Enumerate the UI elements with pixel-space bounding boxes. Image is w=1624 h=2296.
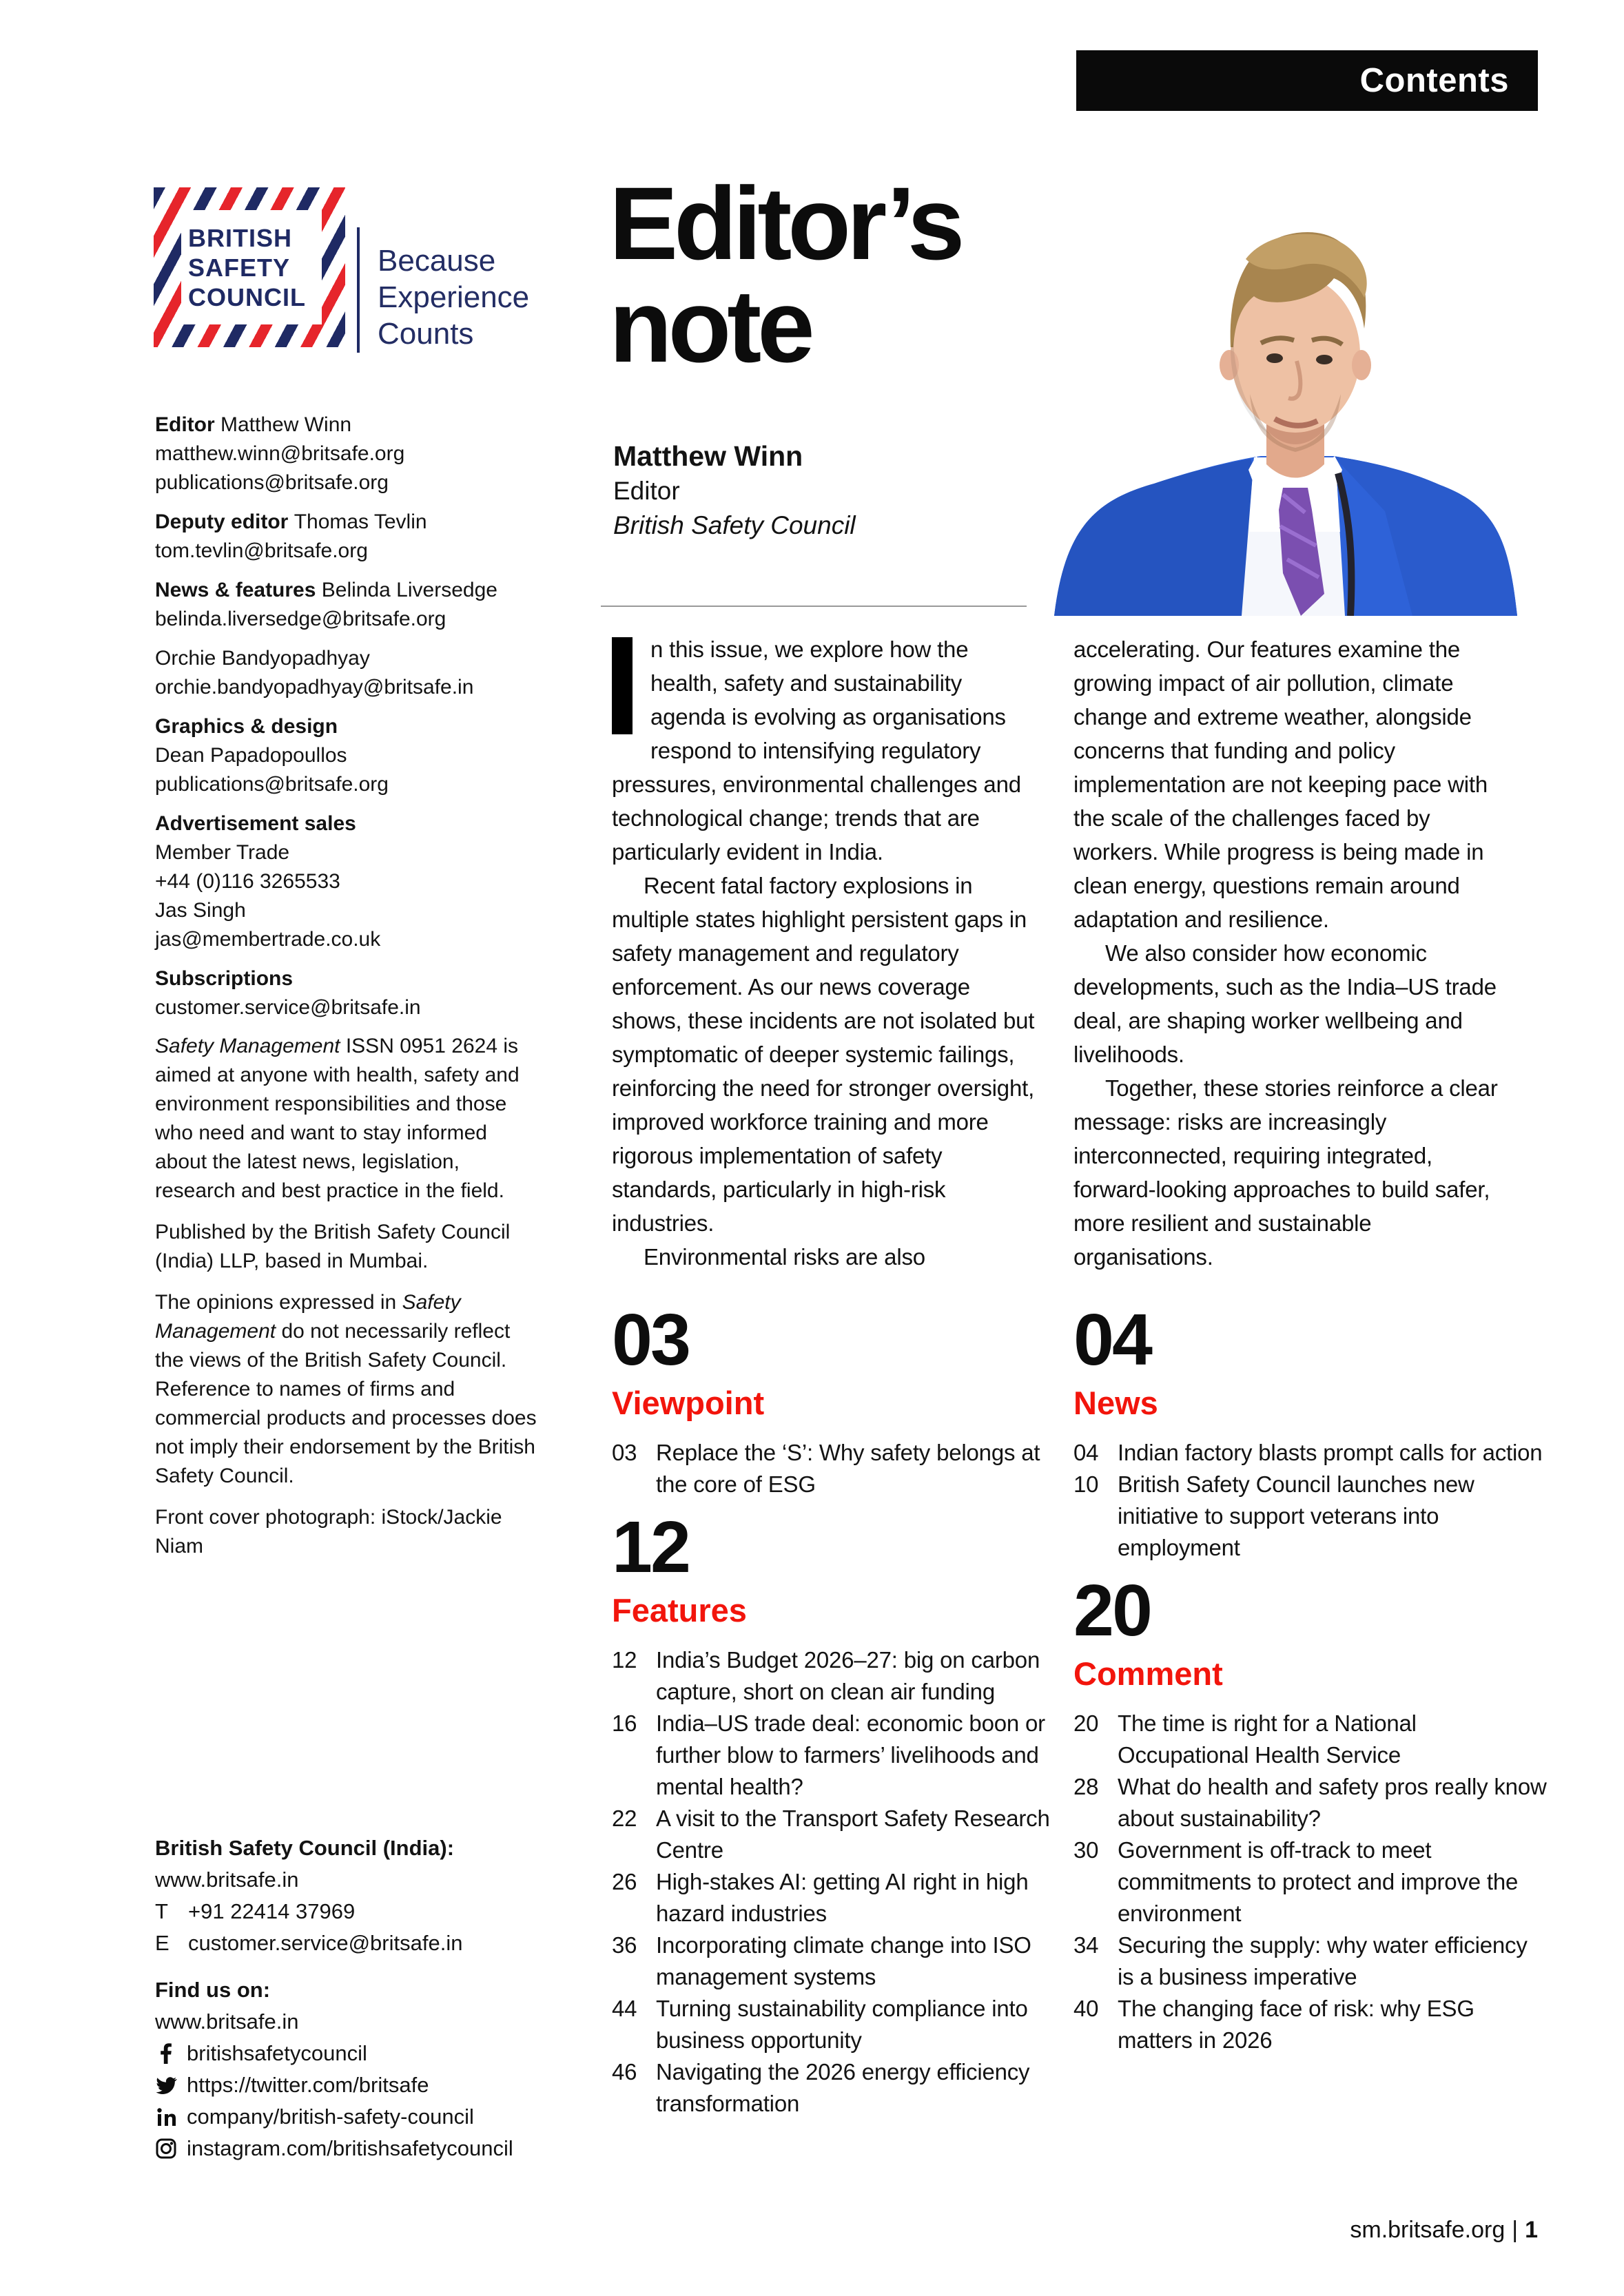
twitter-row[interactable] xyxy=(155,2069,596,2101)
instagram-url[interactable]: instagram.com/britishsafetycouncil xyxy=(187,2136,513,2160)
contact-block xyxy=(155,1832,596,2164)
credit-value: Belinda Liversedge xyxy=(321,579,497,601)
toc-entry-page: 46 xyxy=(612,2059,637,2085)
byline-organisation: British Safety Council xyxy=(613,511,856,539)
credit-value: Orchie Bandyopadhyay xyxy=(155,647,370,670)
credit-value: orchie.bandyopadhyay@britsafe.in xyxy=(155,676,474,699)
tagline-line1: Because xyxy=(378,244,496,278)
credit-role-label: Editor xyxy=(155,413,220,436)
text-segment: Safety Management xyxy=(155,1291,461,1343)
toc-section-features xyxy=(612,1507,1058,2120)
toc-entry-page: 20 xyxy=(1073,1710,1099,1736)
credit-line xyxy=(155,896,551,925)
email-label: E xyxy=(155,1931,169,1955)
email-address[interactable]: customer.service@britsafe.in xyxy=(188,1931,463,1955)
toc-entry-page: 10 xyxy=(1073,1471,1099,1497)
bsc-logo-text xyxy=(181,210,322,324)
masthead-paragraph xyxy=(155,1288,544,1491)
credit-line xyxy=(155,605,551,634)
toc-entry-page: 30 xyxy=(1073,1837,1099,1863)
credit-value: tom.tevlin@britsafe.org xyxy=(155,539,368,562)
toc-entry xyxy=(612,1866,1058,1930)
credit-value: Dean Papadopoullos xyxy=(155,744,347,767)
contents-banner-label: Contents xyxy=(1359,62,1509,99)
toc-entry-title: The changing face of risk: why ESG matters in 2026 xyxy=(1118,1996,1474,2053)
toc-entry-title: Replace the ‘S’: Why safety belongs at the core of ESG xyxy=(656,1440,1040,1497)
credit-value: Jas Singh xyxy=(155,899,246,922)
phone-number: +91 22414 37969 xyxy=(188,1899,356,1923)
paragraph-text: accelerating. Our features examine the growing impact of air pollution, climate change and extreme weather, alongside concerns that funding and policy implementation are not keeping pace with the scale of the challenges faced by workers. While progress is being made in clean energy, questions remain around adaptation and resilience. xyxy=(1073,637,1488,932)
contact-heading: British Safety Council (India): xyxy=(155,1836,455,1860)
credit-line xyxy=(155,809,551,838)
paragraph-text: We also consider how economic developments, such as the India–US trade deal, are shaping worker wellbeing and livelihoods. xyxy=(1073,940,1497,1067)
footer-site-url[interactable]: sm.britsafe.org xyxy=(1350,2217,1505,2243)
facebook-handle[interactable]: britishsafetycouncil xyxy=(187,2041,367,2065)
toc-entry-title: British Safety Council launches new initiative to support veterans into employment xyxy=(1118,1471,1474,1560)
credit-line xyxy=(155,576,551,605)
toc-entry-title: The time is right for a National Occupational Health Service xyxy=(1118,1710,1417,1768)
toc-entry xyxy=(1073,1771,1549,1834)
toc-entry xyxy=(612,1993,1058,2056)
editor-portrait-illustration xyxy=(1027,187,1538,616)
footer-page-number: 1 xyxy=(1525,2217,1538,2243)
editor-photo xyxy=(1027,187,1538,616)
credit-line xyxy=(155,644,551,673)
toc-entry-page: 34 xyxy=(1073,1932,1099,1958)
toc-entry-page: 40 xyxy=(1073,1996,1099,2021)
toc-entry-page: 16 xyxy=(612,1710,637,1736)
toc-entry xyxy=(1073,1437,1549,1469)
masthead-paragraph xyxy=(155,1032,544,1206)
toc-entry-title: Government is off-track to meet commitments to protect and improve the environment xyxy=(1118,1837,1519,1926)
logo-tagline-divider xyxy=(357,227,360,353)
credit-value: publications@britsafe.org xyxy=(155,471,389,494)
bsc-logo-line3: COUNCIL xyxy=(188,282,306,311)
phone-label: T xyxy=(155,1899,168,1923)
twitter-icon xyxy=(155,2074,187,2096)
text-segment: The opinions expressed in xyxy=(155,1291,402,1314)
editor-note-column-1 xyxy=(612,632,1035,1274)
toc-page-number: 04 xyxy=(1073,1299,1151,1380)
toc-entry-page: 36 xyxy=(612,1932,637,1958)
toc-section-news xyxy=(1073,1299,1549,1564)
editor-note-paragraph xyxy=(1073,632,1506,936)
toc-entry-page: 44 xyxy=(612,1996,637,2021)
credit-line xyxy=(155,770,551,799)
toc-section-comment xyxy=(1073,1570,1549,2056)
instagram-icon xyxy=(155,2138,187,2160)
credit-line xyxy=(155,439,551,468)
toc-entry xyxy=(612,1930,1058,1993)
credit-value: +44 (0)116 3265533 xyxy=(155,870,340,893)
toc-entry xyxy=(1073,1930,1549,1993)
toc-entry xyxy=(612,1803,1058,1866)
drop-cap xyxy=(612,637,633,734)
toc-page-number: 12 xyxy=(612,1507,689,1588)
toc-entry-title: India’s Budget 2026–27: big on carbon capture, short on clean air funding xyxy=(656,1647,1040,1704)
credit-value: customer.service@britsafe.in xyxy=(155,996,421,1019)
find-us-website[interactable]: www.britsafe.in xyxy=(155,2009,299,2034)
contact-phone-row xyxy=(155,1896,596,1927)
credit-line xyxy=(155,741,551,770)
bsc-logo-line1: BRITISH xyxy=(188,223,292,252)
footer-divider: | xyxy=(1512,2217,1519,2243)
text-segment: do not necessarily reflect the views of the British Safety Council. Reference to names of firms and commercial products and processes does not imply their endorsement by the British Safety Council. xyxy=(155,1320,537,1487)
paragraph-text: Recent fatal factory explosions in multiple states highlight persistent gaps in safety management and regulatory enforcement. As our news coverage shows, these incidents are not isolated but symptomatic of deeper systemic failings, reinforcing the need for stronger oversight, improved workforce training and more rigorous implementation of safety standards, particularly in high-risk industries. xyxy=(612,873,1035,1236)
toc-page-number: 03 xyxy=(612,1299,689,1380)
toc-entry-page: 03 xyxy=(612,1440,637,1465)
toc-section-label: Viewpoint xyxy=(612,1385,765,1421)
credit-line xyxy=(155,925,551,954)
logo-tagline xyxy=(378,242,529,352)
credit-value: belinda.liversedge@britsafe.org xyxy=(155,608,446,630)
masthead-paragraph xyxy=(155,1503,544,1561)
credit-role-label: Deputy editor xyxy=(155,510,294,533)
editor-note-paragraph xyxy=(612,632,1035,869)
toc-entry xyxy=(612,2056,1058,2120)
editor-note-paragraph xyxy=(1073,1071,1506,1274)
find-us-heading: Find us on: xyxy=(155,1978,271,2002)
credit-role-label: Advertisement sales xyxy=(155,812,356,835)
credit-role-label: Graphics & design xyxy=(155,715,338,738)
editor-note-column-2 xyxy=(1073,632,1506,1274)
credit-value: publications@britsafe.org xyxy=(155,773,389,796)
toc-entry xyxy=(1073,1834,1549,1930)
credit-line xyxy=(155,712,551,741)
masthead-credits xyxy=(155,411,551,1022)
paragraph-text: Environmental risks are also xyxy=(644,1244,925,1270)
toc-entry-title: Securing the supply: why water efficiency is a business imperative xyxy=(1118,1932,1528,1989)
credit-line xyxy=(155,411,551,439)
credit-line xyxy=(155,838,551,867)
byline xyxy=(613,438,856,543)
credit-value: Matthew Winn xyxy=(220,413,352,436)
toc-section-label: News xyxy=(1073,1385,1158,1421)
masthead-paragraph xyxy=(155,1218,544,1276)
instagram-row[interactable] xyxy=(155,2133,596,2164)
toc-entry-page: 26 xyxy=(612,1869,637,1894)
toc-entry-page: 22 xyxy=(612,1806,637,1831)
toc-page-number: 20 xyxy=(1073,1570,1151,1651)
toc-entry-title: Incorporating climate change into ISO management systems xyxy=(656,1932,1031,1989)
toc-entry xyxy=(612,1644,1058,1708)
linkedin-row[interactable] xyxy=(155,2101,596,2133)
bsc-logo-line2: SAFETY xyxy=(188,253,291,282)
credit-value: Member Trade xyxy=(155,841,290,864)
credit-line xyxy=(155,867,551,896)
text-segment: Front cover photograph: iStock/Jackie Niam xyxy=(155,1506,502,1558)
tagline-line3: Counts xyxy=(378,317,474,351)
byline-role: Editor xyxy=(613,477,680,505)
page-title xyxy=(609,165,961,384)
text-segment: Published by the British Safety Council (India) LLP, based in Mumbai. xyxy=(155,1221,511,1272)
credit-value: matthew.winn@britsafe.org xyxy=(155,442,405,465)
editor-note-paragraph xyxy=(612,1240,1035,1274)
contact-website[interactable]: www.britsafe.in xyxy=(155,1868,299,1892)
toc-entry xyxy=(612,1708,1058,1803)
toc-section-label: Features xyxy=(612,1592,747,1628)
title-line1: Editor’s xyxy=(609,165,961,281)
masthead-notes xyxy=(155,1032,544,1573)
credit-value: jas@membertrade.co.uk xyxy=(155,928,381,951)
byline-name: Matthew Winn xyxy=(613,440,803,472)
toc-entry-title: High-stakes AI: getting AI right in high hazard industries xyxy=(656,1869,1029,1926)
toc-column-left xyxy=(612,1299,1058,2120)
toc-entry-title: A visit to the Transport Safety Research Centre xyxy=(656,1806,1050,1863)
contents-banner xyxy=(1076,50,1538,111)
text-segment: ISSN 0951 2624 is aimed at anyone with health, safety and environment responsibilities and those who need and want to stay informed about the latest news, legislation, research and best practice in the field. xyxy=(155,1035,520,1202)
paragraph-text: Together, these stories reinforce a clear message: risks are increasingly interconnected, requiring integrated, forward-looking approaches to build safer, more resilient and sustainable organisations. xyxy=(1073,1075,1498,1270)
editor-note-paragraph xyxy=(612,869,1035,1240)
facebook-row[interactable] xyxy=(155,2038,596,2069)
linkedin-icon xyxy=(155,2106,187,2128)
toc-entry xyxy=(1073,1708,1549,1771)
toc-entry-title: Navigating the 2026 energy efficiency transformation xyxy=(656,2059,1030,2116)
toc-entry-title: India–US trade deal: economic boon or further blow to farmers’ livelihoods and mental health? xyxy=(656,1710,1045,1799)
credit-line xyxy=(155,993,551,1022)
bsc-logo xyxy=(154,187,345,347)
contact-email-row xyxy=(155,1927,596,1959)
credit-line xyxy=(155,537,551,566)
toc-section-viewpoint xyxy=(612,1299,1058,1500)
tagline-line2: Experience xyxy=(378,280,530,314)
toc-column-right xyxy=(1073,1299,1549,2056)
credit-role-label: News & features xyxy=(155,579,322,601)
credit-value: Thomas Tevlin xyxy=(294,510,427,533)
toc-entry xyxy=(1073,1993,1549,2056)
toc-entry xyxy=(612,1437,1058,1500)
text-segment: Safety Management xyxy=(155,1035,340,1057)
page-footer xyxy=(1350,2217,1538,2244)
linkedin-path[interactable]: company/british-safety-council xyxy=(187,2104,474,2129)
credit-role-label: Subscriptions xyxy=(155,967,294,990)
facebook-icon xyxy=(155,2042,187,2065)
toc-entry-title: Indian factory blasts prompt calls for action xyxy=(1118,1440,1543,1465)
toc-entry-page: 28 xyxy=(1073,1774,1099,1799)
toc-entry-title: Turning sustainability compliance into business opportunity xyxy=(656,1996,1028,2053)
toc-entry-title: What do health and safety pros really know about sustainability? xyxy=(1118,1774,1547,1831)
credit-line xyxy=(155,964,551,993)
toc-entry-page: 12 xyxy=(612,1647,637,1673)
title-line2: note xyxy=(609,268,811,384)
toc-section-label: Comment xyxy=(1073,1655,1223,1692)
credit-line xyxy=(155,468,551,497)
toc-entry-page: 04 xyxy=(1073,1440,1099,1465)
editor-note-paragraph xyxy=(1073,936,1506,1071)
toc-entry xyxy=(1073,1469,1549,1564)
twitter-url[interactable]: https://twitter.com/britsafe xyxy=(187,2073,429,2097)
credit-line xyxy=(155,508,551,537)
credit-line xyxy=(155,673,551,702)
paragraph-text: n this issue, we explore how the health, safety and sustainability agenda is evolving as organisations respond to intensifying regulatory pressures, environmental challenges and technological change; trends that are particularly evident in India. xyxy=(612,637,1021,865)
